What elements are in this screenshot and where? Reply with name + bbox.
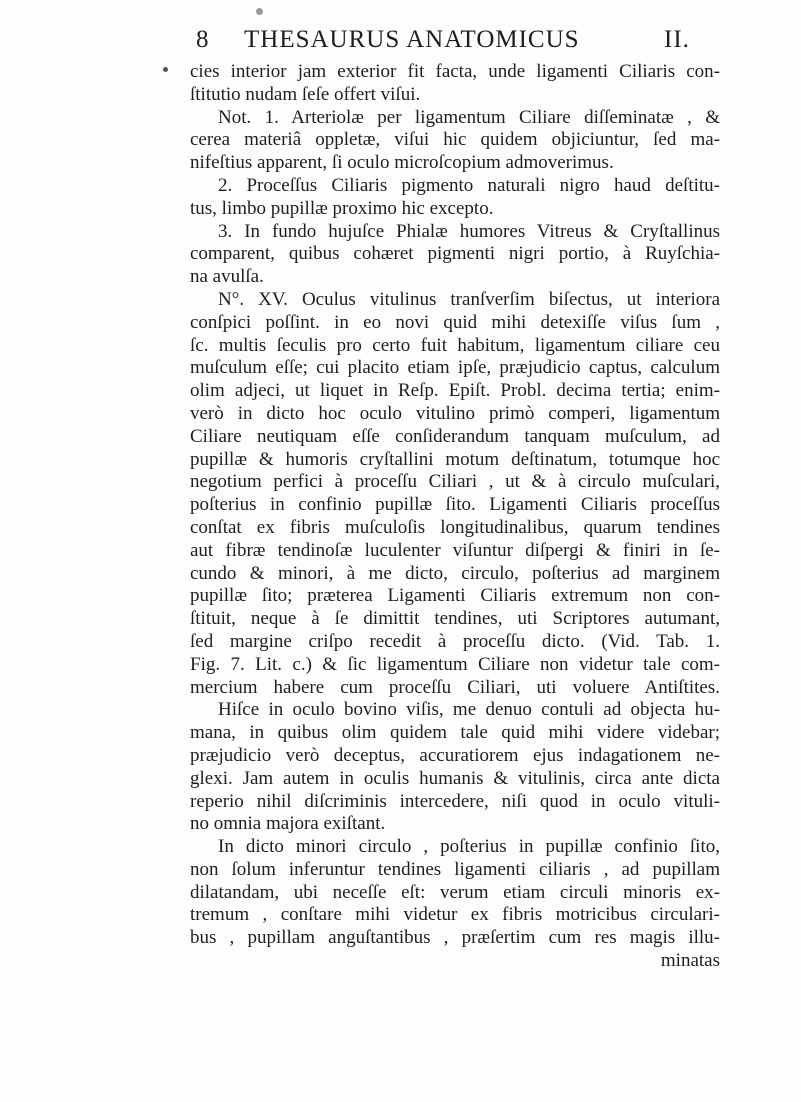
text-line: ſtitutio nudam ſeſe offert viſui. [190,83,421,105]
text-line: Not. 1. Arteriolæ per ligamentum Ciliare diſſeminatæ , & [218,106,720,128]
text-line: reperio nihil diſcriminis intercedere, niſi quod in oculo vituli- [190,790,720,812]
text-line: dilatandam, ubi neceſſe eſt: verum etiam circuli minoris ex- [190,881,720,903]
text-line: no omnia majora exiſtant. [190,813,386,835]
text-line: 2. Proceſſus Ciliaris pigmento naturali nigro haud deſtitu- [218,174,720,196]
text-line: ſc. multis ſeculis pro certo fuit habitum, ligamentum ciliare ceu [190,334,720,356]
text-line: ſtituit, neque à ſe dimittit tendines, uti Scriptores autumant, [190,608,720,630]
text-line: ſed margine criſpo recedit à proceſſu dicto. (Vid. Tab. 1. [190,630,720,652]
text-line: cies interior jam exterior fit facta, unde ligamenti Ciliaris con- [190,61,720,82]
text-line: nifeſtius apparent, ſi oculo microſcopium admoverimus. [190,152,614,174]
running-title: THESAURUS ANATOMICUS [244,26,580,53]
text-line: cundo & minori, à me dicto, circulo, poſterius ad marginem [190,562,720,584]
text-line: glexi. Jam autem in oculis humanis & vitulinis, circa ante dicta [190,767,720,789]
text-line: 3. In fundo hujuſce Phialæ humores Vitreus & Cryſtallinus [218,220,720,242]
text-line: Fig. 7. Lit. c.) & ſic ligamentum Ciliare non videtur tale com- [190,653,720,675]
ink-speck [256,8,263,15]
text-line: Hiſce in oculo bovino viſis, me denuo contuli ad objecta hu- [218,699,720,721]
part-number: II. [664,26,690,53]
catchword: minatas [660,950,720,972]
text-line: pupillæ ſito; præterea Ligamenti Ciliaris extremum non con- [190,585,720,607]
text-line: præjudicio verò deceptus, accuratiorem ejus indagationem ne- [190,744,720,766]
text-line: conſpici poſſint. in eo novi quid mihi detexiſſe viſus ſum , [190,311,720,333]
text-line: pupillæ & humoris cryſtallini motum deſtinatum, totumque hoc [190,448,720,470]
text-line: muſculum eſſe; cui placito etiam ipſe, præjudicio captus, calculum [190,357,720,379]
text-line: In dicto minori circulo , poſterius in pupillæ confinio ſito, [218,836,720,858]
text-line: verò in dicto hoc oculo vitulino primò comperi, ligamentum [190,402,720,424]
text-line: tus, limbo pupillæ proximo hic excepto. [190,197,494,219]
text-line: olim adjeci, ut liquet in Reſp. Epiſt. Probl. decima tertia; enim- [190,380,720,402]
text-line: tremum , conſtare mihi videtur ex fibris motricibus circulari- [190,904,720,926]
page-number: 8 [196,26,210,53]
margin-bullet [163,67,168,72]
body-text [190,61,720,973]
text-line: aut fibræ tendinoſæ luculenter viſuntur diſpergi & finiri in ſe- [190,539,720,561]
running-head [196,26,716,56]
text-line: mana, in quibus olim quidem tale quid mihi videre videbar; [190,722,720,744]
text-line: N°. XV. Oculus vitulinus tranſverſim biſectus, ut interiora [218,288,720,310]
text-line: negotium perfici à proceſſu Ciliari , ut & à circulo muſculari, [190,471,720,493]
text-line: conſtat ex fibris muſculoſis longitudinalibus, quarum tendines [190,516,720,538]
text-line: non ſolum inferuntur tendines ligamenti ciliaris , ad pupillam [190,858,720,880]
text-line: cerea materiâ oppletæ, viſui hic quidem objiciuntur, ſed ma- [190,129,720,151]
text-line: poſterius in confinio pupillæ ſito. Ligamenti Ciliaris proceſſus [190,494,720,516]
text-line: Ciliare neutiquam eſſe conſiderandum tanquam muſculum, ad [190,425,720,447]
text-line: na avulſa. [190,266,264,288]
text-line: mercium habere cum proceſſu Ciliari, uti voluere Antiſtites. [190,676,720,698]
text-line: bus , pupillam anguſtantibus , præſertim cum res magis illu- [190,927,720,949]
text-line: comparent, quibus cohæret pigmenti nigri portio, à Ruyſchia- [190,243,720,265]
